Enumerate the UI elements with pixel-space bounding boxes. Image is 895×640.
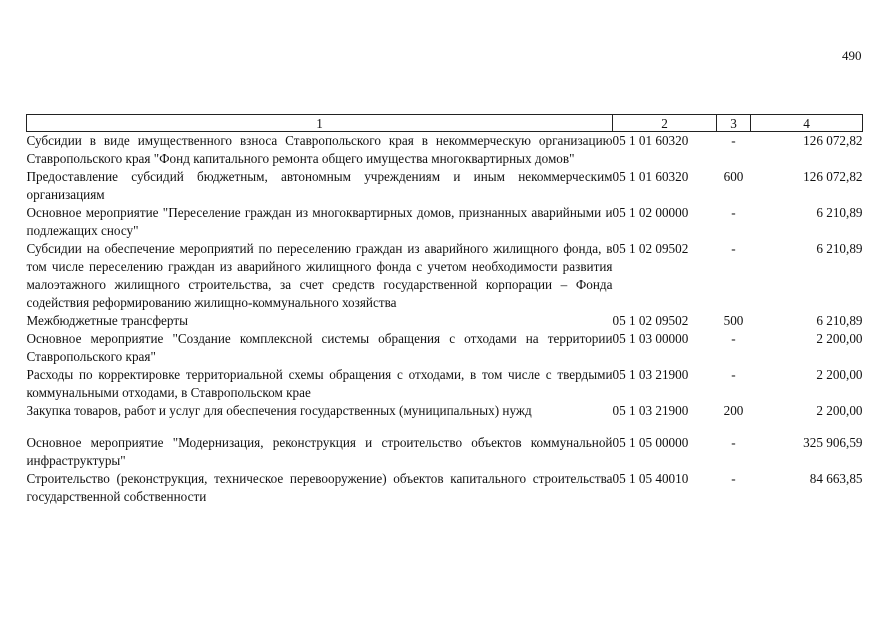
row-name: Строительство (реконструкция, техническое перевооружение) объектов капитального строительства государственной собственности xyxy=(26,471,613,504)
row-code: 05 1 03 21900 xyxy=(612,367,689,382)
row-name: Закупка товаров, работ и услуг для обеспечения государственных (муниципальных) нужд xyxy=(26,403,532,418)
table-row xyxy=(27,330,863,366)
row-type: - xyxy=(731,241,736,256)
row-name: Межбюджетные трансферты xyxy=(26,313,188,328)
row-type: 200 xyxy=(723,403,744,418)
row-amount: 2 200,00 xyxy=(816,367,863,382)
row-amount: 2 200,00 xyxy=(816,403,863,418)
row-type: - xyxy=(731,367,736,382)
table-row xyxy=(27,434,863,470)
row-code: 05 1 01 60320 xyxy=(612,133,689,148)
row-type: - xyxy=(731,205,736,220)
table-row xyxy=(27,402,863,420)
row-code: 05 1 03 00000 xyxy=(612,331,689,346)
table-row xyxy=(27,168,863,204)
row-code: 05 1 02 00000 xyxy=(612,205,689,220)
row-amount: 6 210,89 xyxy=(816,241,863,256)
column-header-amount: 4 xyxy=(751,115,863,132)
row-name: Основное мероприятие "Переселение граждан из многоквартирных домов, признанных аварийными и подлежащих сносу" xyxy=(26,205,613,238)
column-header-code: 2 xyxy=(613,115,717,132)
row-type: 500 xyxy=(723,313,744,328)
table-row xyxy=(27,312,863,330)
row-type: - xyxy=(731,133,736,148)
row-name: Основное мероприятие "Модернизация, реконструкция и строительство объектов коммунальной инфраструктуры" xyxy=(26,435,613,468)
page-number: 490 xyxy=(842,48,862,63)
row-amount: 325 906,59 xyxy=(803,435,863,450)
row-code: 05 1 05 00000 xyxy=(612,435,689,450)
row-amount: 84 663,85 xyxy=(809,471,863,486)
row-code: 05 1 02 09502 xyxy=(612,241,689,256)
budget-table xyxy=(26,114,863,506)
row-type: - xyxy=(731,435,736,450)
column-header-name: 1 xyxy=(27,115,613,132)
table-row xyxy=(27,240,863,312)
row-amount: 6 210,89 xyxy=(816,205,863,220)
row-type: - xyxy=(731,331,736,346)
row-amount: 6 210,89 xyxy=(816,313,863,328)
row-amount: 2 200,00 xyxy=(816,331,863,346)
row-spacer xyxy=(27,420,863,434)
row-name: Основное мероприятие "Создание комплексной системы обращения с отходами на территории Ставропольского края" xyxy=(26,331,613,364)
row-code: 05 1 03 21900 xyxy=(612,403,689,418)
table-row xyxy=(27,470,863,506)
row-name: Предоставление субсидий бюджетным, автономным учреждениям и иным некоммерческим организациям xyxy=(26,169,613,202)
row-name: Субсидии на обеспечение мероприятий по переселению граждан из аварийного жилищного фонда, в том числе переселению граждан из аварийного жилищного фонда с учетом необходимости развития малоэтажного жилищного строительства, за счет средств государственной корпорации – Фонда содействия реформированию жилищно-коммунального хозяйства xyxy=(26,241,613,310)
row-amount: 126 072,82 xyxy=(803,169,863,184)
table-row xyxy=(27,132,863,169)
row-amount: 126 072,82 xyxy=(803,133,863,148)
row-code: 05 1 02 09502 xyxy=(612,313,689,328)
column-header-type: 3 xyxy=(717,115,751,132)
table-row xyxy=(27,366,863,402)
row-code: 05 1 01 60320 xyxy=(612,169,689,184)
row-type: 600 xyxy=(723,169,744,184)
table-row xyxy=(27,204,863,240)
row-code: 05 1 05 40010 xyxy=(612,471,689,486)
table-header-row xyxy=(27,115,863,132)
row-name: Расходы по корректировке территориальной схемы обращения с отходами, в том числе с твердыми коммунальными отходами, в Ставропольском крае xyxy=(26,367,613,400)
row-type: - xyxy=(731,471,736,486)
row-name: Субсидии в виде имущественного взноса Ставропольского края в некоммерческую организацию Ставропольского края "Фонд капитального ремонта общего имущества многоквартирных домов" xyxy=(26,133,613,166)
